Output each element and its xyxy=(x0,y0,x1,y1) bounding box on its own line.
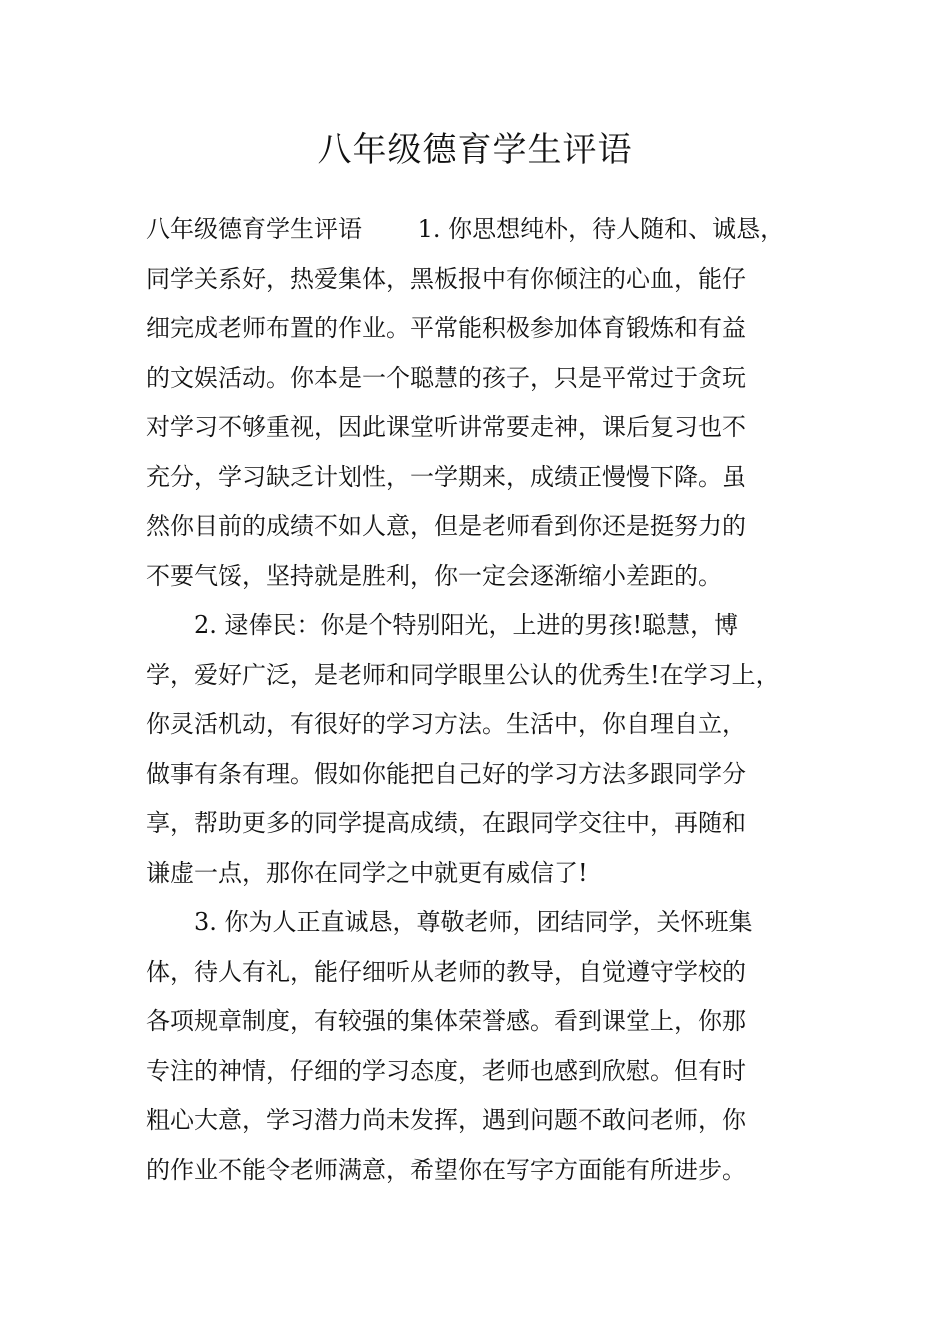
body-line: 充分，学习缺乏计划性，一学期来，成绩正慢慢下降。虽 xyxy=(146,462,746,491)
body-line: 谦虚一点，那你在同学之中就更有威信了! xyxy=(146,858,588,887)
body-line: 体，待人有礼，能仔细听从老师的教导，自觉遵守学校的 xyxy=(146,957,746,986)
body-line: 专注的神情，仔细的学习态度，老师也感到欣慰。但有时 xyxy=(146,1056,746,1085)
body-line: 学，爱好广泛，是老师和同学眼里公认的优秀生!在学习上， xyxy=(146,660,780,689)
body-line: 八年级德育学生评语 1. 你思想纯朴，待人随和、诚恳， xyxy=(146,215,785,243)
body-line: 3. 你为人正直诚恳，尊敬老师，团结同学，关怀班集 xyxy=(146,908,753,936)
body-line: 细完成老师布置的作业。平常能积极参加体育锻炼和有益 xyxy=(146,314,746,342)
body-line: 粗心大意，学习潜力尚未发挥，遇到问题不敢问老师，你 xyxy=(146,1106,746,1134)
body-line: 你灵活机动，有很好的学习方法。生活中，你自理自立， xyxy=(146,710,746,738)
body-line: 对学习不够重视，因此课堂听讲常要走神，课后复习也不 xyxy=(146,413,746,441)
body-line: 然你目前的成绩不如人意，但是老师看到你还是挺努力的 xyxy=(146,512,746,540)
body-line: 的文娱活动。你本是一个聪慧的孩子，只是平常过于贪玩 xyxy=(146,363,746,392)
body-line: 的作业不能令老师满意，希望你在写字方面能有所进步。 xyxy=(146,1155,746,1184)
body-line: 享，帮助更多的同学提高成绩，在跟同学交往中，再随和 xyxy=(146,809,746,837)
document-body xyxy=(146,205,826,1195)
body-line: 同学关系好，热爱集体，黑板报中有你倾注的心血，能仔 xyxy=(146,264,746,293)
body-line: 不要气馁，坚持就是胜利，你一定会逐渐缩小差距的。 xyxy=(146,561,722,590)
body-line: 2. 逯俸民：你是个特别阳光，上进的男孩!聪慧，博 xyxy=(146,611,739,639)
body-line: 各项规章制度，有较强的集体荣誉感。看到课堂上，你那 xyxy=(146,1007,746,1035)
document-title: 八年级德育学生评语 xyxy=(317,130,633,170)
body-line: 做事有条有理。假如你能把自己好的学习方法多跟同学分 xyxy=(146,759,746,788)
